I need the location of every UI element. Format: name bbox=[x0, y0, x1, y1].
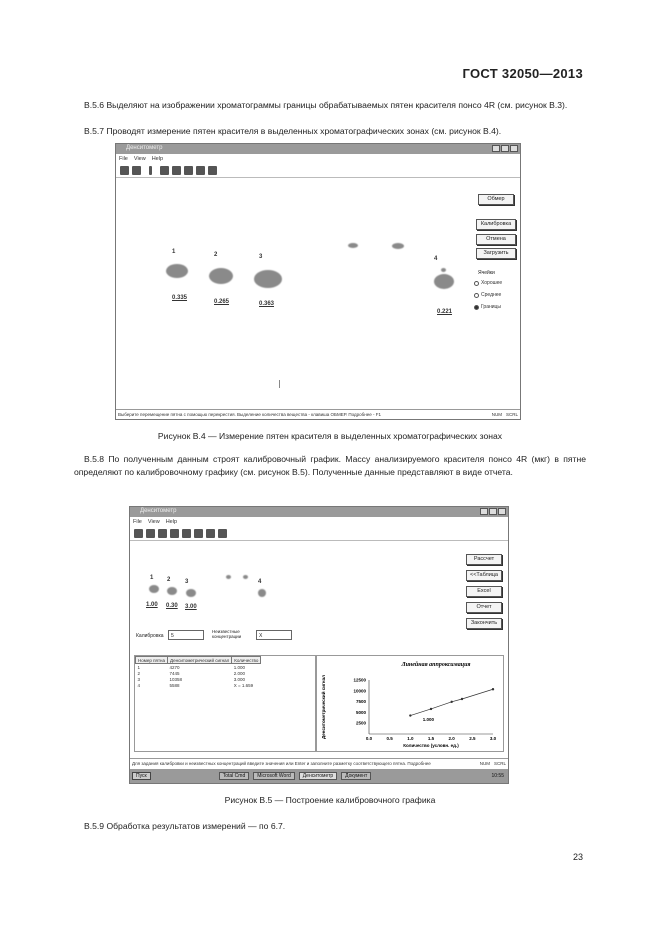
menu-view[interactable]: View bbox=[147, 518, 160, 525]
help-icon[interactable] bbox=[160, 166, 169, 175]
print-icon[interactable] bbox=[158, 529, 167, 538]
paragraph-b58: В.5.8 По полученным данным строят калибровочный график. Массу анализируемого красителя понсо 4R (мкг) в пятне определяют по калибровочному графику (см. рисунок В.5). Полученные данные представляют в виде отчета. bbox=[74, 454, 586, 477]
excel-button[interactable]: Excel bbox=[466, 586, 502, 597]
chart-title: Линейная аппроксимация bbox=[401, 662, 471, 668]
table-cell: 4270 bbox=[169, 664, 180, 670]
table-cell: 10358 bbox=[169, 676, 183, 682]
status-text: Выберите перемещение пятна с помощью перекрестия. Выделение количества вещества - клавиша ОБМЕР. Подробнее - F1 bbox=[118, 412, 381, 417]
radio-dot bbox=[474, 293, 479, 298]
maximize-icon[interactable] bbox=[501, 145, 509, 152]
dye-spot[interactable] bbox=[166, 264, 188, 278]
x-axis-label: Количество (условн. ед.) bbox=[403, 743, 459, 748]
spot-number: 4 bbox=[434, 256, 438, 262]
save-icon[interactable] bbox=[132, 166, 141, 175]
y-tick-label: 2500 bbox=[355, 720, 366, 726]
menu-bar bbox=[116, 154, 520, 163]
table-cell: X = 1.659 bbox=[233, 682, 254, 688]
status-num: NUM bbox=[479, 761, 490, 766]
table-cell: 4 bbox=[137, 682, 141, 688]
table-cell: 1 bbox=[137, 664, 141, 670]
status-bar bbox=[116, 409, 520, 419]
chromatogram-area[interactable] bbox=[116, 178, 520, 409]
x-tick-label: 2.5 bbox=[469, 736, 476, 741]
tools-icon[interactable] bbox=[208, 166, 217, 175]
copy-icon[interactable] bbox=[206, 529, 215, 538]
figure-b5-caption: Рисунок В.5 — Построение калибровочного графика bbox=[224, 795, 436, 805]
radio-label: Границы bbox=[481, 304, 501, 310]
table-cell: 7445 bbox=[169, 670, 180, 676]
minimize-icon[interactable] bbox=[492, 145, 500, 152]
pointer-icon[interactable] bbox=[149, 166, 152, 175]
help-icon[interactable] bbox=[170, 529, 179, 538]
x-tick-label: 1.5 bbox=[427, 736, 435, 741]
mark-icon[interactable] bbox=[172, 166, 181, 175]
unknown-input[interactable] bbox=[256, 630, 292, 640]
y-tick-label: 12500 bbox=[353, 677, 366, 683]
spot-number: 2 bbox=[167, 577, 171, 583]
radio-good[interactable] bbox=[474, 280, 502, 286]
taskbar-item[interactable]: Документ bbox=[341, 772, 371, 780]
calibration-input[interactable] bbox=[168, 630, 204, 640]
status-scrl: SCRL bbox=[505, 412, 518, 417]
title-bar bbox=[130, 507, 508, 517]
paragraph-b59: В.5.9 Обработка результатов измерений — по 6.7. bbox=[84, 821, 286, 831]
x-tick-label: 1.0 bbox=[407, 736, 414, 741]
spot-value: 1.00 bbox=[146, 602, 158, 608]
table-header[interactable]: Денситометрический сигнал bbox=[168, 657, 232, 664]
taskbar-item[interactable]: Total Cmd bbox=[219, 772, 250, 780]
page-number: 23 bbox=[572, 852, 583, 862]
paragraph-b56: В.5.6 Выделяют на изображении хроматограммы границы обрабатываемых пятен красителя понсо 4R (см. рисунок В.3). bbox=[84, 100, 568, 110]
open-icon[interactable] bbox=[134, 529, 143, 538]
calibration-label: Калибровка bbox=[136, 633, 164, 639]
taskbar-item[interactable]: Денситометр bbox=[299, 772, 337, 780]
radio-label: Среднее bbox=[481, 292, 502, 298]
y-tick-label: 5000 bbox=[355, 709, 366, 715]
radio-borders[interactable] bbox=[474, 304, 501, 310]
dye-spot[interactable] bbox=[186, 589, 196, 597]
cursor-marker bbox=[279, 380, 280, 388]
data-point bbox=[409, 714, 411, 716]
calibration-value: 5 bbox=[171, 633, 174, 639]
calibration-chart bbox=[317, 656, 503, 751]
save-icon[interactable] bbox=[146, 529, 155, 538]
table-cell: 2.000 bbox=[233, 670, 245, 676]
y-tick-label: 10000 bbox=[353, 688, 366, 694]
results-table-panel bbox=[134, 655, 316, 752]
dye-spot[interactable] bbox=[258, 589, 266, 597]
menu-help[interactable]: Help bbox=[151, 155, 164, 162]
status-text: Для задания калибровки и неизвестных концентраций введите значения или Enter и заполните разметку соответствующего пятна. Подробнее bbox=[132, 761, 431, 766]
table-cell: 3.000 bbox=[233, 676, 245, 682]
table-header[interactable]: Номер пятна bbox=[136, 657, 168, 664]
paragraph-b57: В.5.7 Проводят измерение пятен красителя в выделенных хроматографических зонах (см. рисунок В.4). bbox=[84, 126, 502, 136]
unknown-label: Неизвестные концентрации bbox=[212, 629, 242, 639]
dye-spot[interactable] bbox=[254, 270, 282, 288]
cancel-button[interactable]: Отмена bbox=[476, 234, 516, 245]
results-table bbox=[135, 656, 261, 688]
report-button[interactable]: Отчет bbox=[466, 602, 502, 613]
radio-dot bbox=[474, 305, 479, 310]
calculate-button[interactable]: Рассчет bbox=[466, 554, 502, 565]
maximize-icon[interactable] bbox=[489, 508, 497, 515]
spot-number: 2 bbox=[214, 252, 218, 258]
status-scrl: SCRL bbox=[493, 761, 506, 766]
spot-number: 3 bbox=[259, 254, 263, 260]
taskbar bbox=[130, 769, 508, 783]
open-icon[interactable] bbox=[120, 166, 129, 175]
menu-help[interactable]: Help bbox=[165, 518, 178, 525]
tools-icon[interactable] bbox=[218, 529, 227, 538]
table-cell: 3 bbox=[137, 676, 141, 682]
spot-value: 0.335 bbox=[172, 295, 188, 301]
calibration-button[interactable]: Калибровка bbox=[476, 219, 516, 230]
table-row[interactable] bbox=[136, 682, 261, 688]
calibration-chart-panel bbox=[316, 655, 504, 752]
x-tick-label: 3.0 bbox=[489, 736, 497, 741]
spot-value: 0.265 bbox=[214, 299, 230, 305]
dye-spot[interactable] bbox=[441, 268, 446, 272]
dye-spot[interactable] bbox=[392, 243, 404, 249]
chart-annotation: 1.000 bbox=[422, 717, 434, 723]
spot-value: 0.221 bbox=[437, 309, 453, 315]
scan-icon[interactable] bbox=[194, 529, 203, 538]
scan-icon[interactable] bbox=[184, 166, 193, 175]
status-num: NUM bbox=[491, 412, 502, 417]
x-tick-label: 0.0 bbox=[365, 736, 373, 741]
toolbar bbox=[130, 526, 508, 541]
menu-file[interactable]: File bbox=[133, 518, 142, 525]
dye-spot[interactable] bbox=[149, 585, 159, 593]
dye-spot[interactable] bbox=[209, 268, 233, 284]
copy-icon[interactable] bbox=[196, 166, 205, 175]
minimize-icon[interactable] bbox=[480, 508, 488, 515]
table-cell: 5588 bbox=[169, 682, 180, 688]
figure-b4-caption: Рисунок В.4 — Измерение пятен красителя в выделенных хроматографических зонах bbox=[157, 431, 503, 441]
toolbar bbox=[116, 163, 520, 178]
measure-button[interactable]: Обмер bbox=[478, 194, 514, 205]
close-icon[interactable] bbox=[510, 145, 518, 152]
dye-spot[interactable] bbox=[434, 274, 454, 289]
spot-number: 4 bbox=[258, 579, 262, 585]
spot-value: 3.00 bbox=[185, 604, 197, 610]
y-axis-label: Денситометрический сигнал bbox=[321, 675, 326, 739]
dye-spot[interactable] bbox=[348, 243, 358, 248]
x-tick-label: 0.5 bbox=[386, 736, 393, 741]
document-header: ГОСТ 32050—2013 bbox=[462, 66, 583, 81]
dye-spot[interactable] bbox=[243, 575, 248, 579]
dye-spot[interactable] bbox=[167, 587, 177, 595]
table-header[interactable]: Количество bbox=[232, 657, 261, 664]
radio-label: Хорошее bbox=[481, 280, 503, 286]
radio-dot bbox=[474, 281, 479, 286]
y-tick-label: 7500 bbox=[355, 699, 366, 705]
window-title: Денситометр bbox=[140, 508, 177, 514]
cells-group-title: Ячейки bbox=[478, 270, 495, 276]
spot-number: 1 bbox=[172, 249, 176, 255]
start-button[interactable]: Пуск bbox=[132, 772, 151, 780]
data-point bbox=[430, 708, 432, 710]
load-button[interactable]: Загрузить bbox=[476, 248, 516, 259]
unknown-value: X bbox=[259, 633, 263, 639]
spot-number: 3 bbox=[185, 579, 189, 585]
data-point bbox=[461, 698, 463, 700]
table-cell: 1.000 bbox=[233, 664, 245, 670]
close-icon[interactable] bbox=[498, 508, 506, 515]
data-point bbox=[450, 701, 452, 703]
taskbar-clock: 10:55 bbox=[491, 773, 504, 779]
table-cell: 2 bbox=[137, 670, 141, 676]
data-point bbox=[492, 688, 494, 690]
menu-view[interactable]: View bbox=[133, 155, 146, 162]
figure-b4-window bbox=[115, 143, 521, 420]
table-button[interactable]: <<Таблица bbox=[466, 570, 502, 581]
dye-spot[interactable] bbox=[226, 575, 231, 579]
x-tick-label: 2.0 bbox=[448, 736, 455, 741]
menu-bar bbox=[130, 517, 508, 526]
taskbar-item[interactable]: Microsoft Word bbox=[253, 772, 295, 780]
spot-number: 1 bbox=[150, 575, 154, 581]
menu-file[interactable]: File bbox=[119, 155, 128, 162]
status-bar bbox=[130, 758, 508, 768]
finish-button[interactable]: Закончить bbox=[466, 618, 502, 629]
spot-value: 0.363 bbox=[259, 301, 275, 307]
title-bar bbox=[116, 144, 520, 154]
window-title: Денситометр bbox=[126, 145, 163, 151]
figure-b5-window bbox=[129, 506, 509, 784]
spot-value: 0.30 bbox=[166, 603, 178, 609]
radio-medium[interactable] bbox=[474, 292, 501, 298]
mark-icon[interactable] bbox=[182, 529, 191, 538]
